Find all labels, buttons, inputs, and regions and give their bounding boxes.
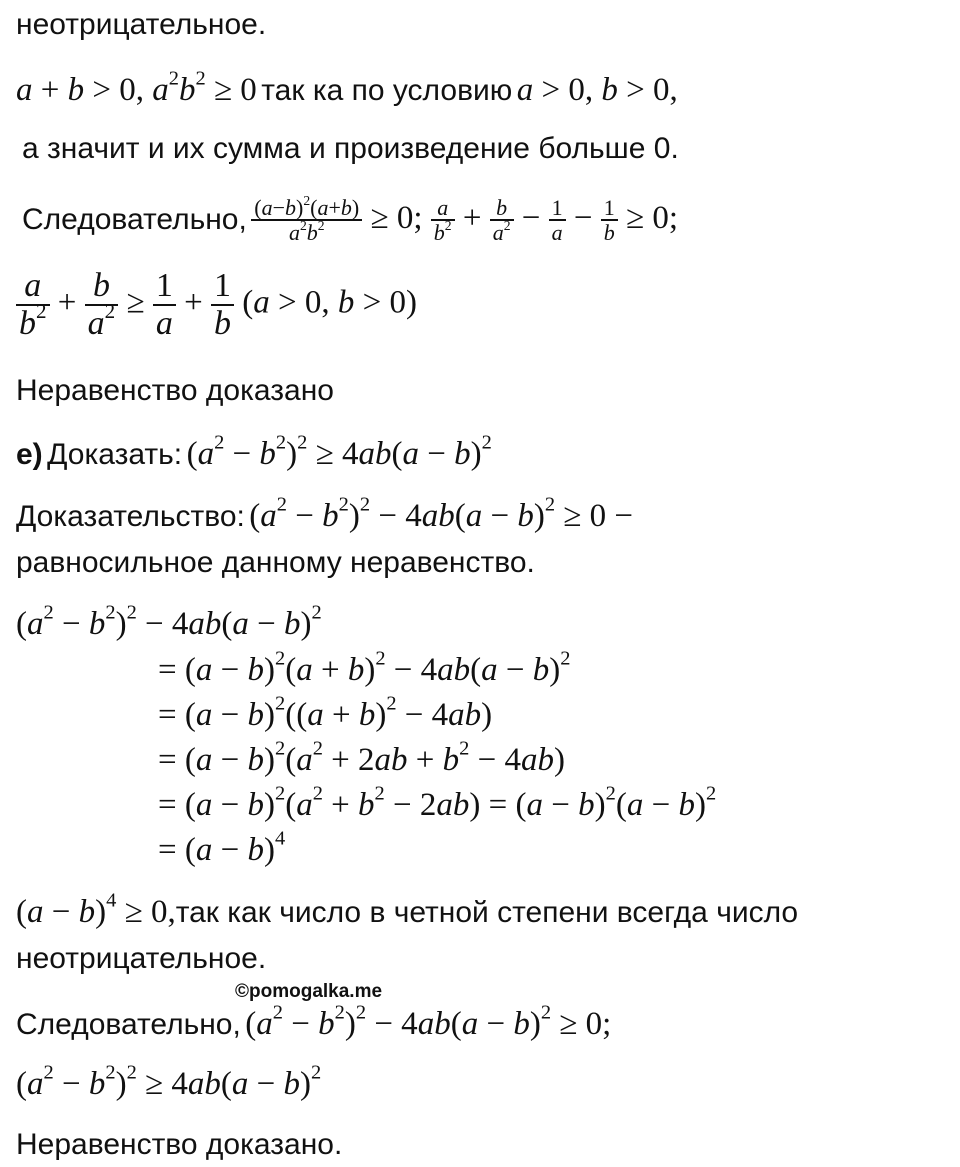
math-statement: $(a^2 - b^2)^2 \ge 4ab(a - b)^2$ bbox=[186, 431, 492, 472]
math-proof-expr: $(a^2 - b^2)^2 - 4ab(a - b)^2 \ge 0$ − bbox=[249, 493, 634, 534]
text-line-nonnegative-top: неотрицательное. bbox=[16, 8, 267, 41]
consequently-line bbox=[22, 192, 679, 246]
derivation-line-3: = $(a - b)^2(a^2 + 2ab + b^2 - 4ab)$ bbox=[158, 737, 566, 778]
condition-text: так ка по условию bbox=[261, 74, 513, 107]
watermark: ©pomogalka.me bbox=[235, 981, 383, 1002]
sum-product-line: а значит и их сумма и произведение больше 0. bbox=[22, 132, 679, 165]
math-fraction-inequality: $\frac{(a-b)^2(a+b)}{a^2b^2}$ ≥ 0; $\frac{a}{b^2}$ + $\frac{b}{a^2}$ − $\frac{1}{a}$ − $\frac{1}{b}$ ≥ 0; bbox=[251, 200, 678, 236]
derivation-line-4: = $(a - b)^2(a^2 + b^2 - 2ab) = (a - b)^2(a - b)^2$ bbox=[158, 782, 717, 823]
derivation-line-1: = $(a - b)^2(a + b)^2 - 4ab(a - b)^2$ bbox=[158, 647, 571, 688]
derivation-line-0: $(a^2 - b^2)^2 - 4ab(a - b)^2$ bbox=[16, 601, 322, 642]
derivation-line-5: = $(a - b)^4$ bbox=[158, 827, 286, 868]
math-consequently2-expr: $(a^2 - b^2)^2 - 4ab(a - b)^2 \ge 0$; bbox=[245, 1001, 612, 1042]
part-label: е) bbox=[16, 438, 43, 471]
nonnegative-text: неотрицательное. bbox=[16, 942, 267, 975]
condition-line bbox=[16, 67, 678, 108]
equivalent-text: равносильное данному неравенство. bbox=[16, 546, 535, 579]
proof-line bbox=[16, 493, 634, 534]
proved-final-text: Неравенство доказано. bbox=[16, 1128, 343, 1161]
derivation-line-2: = $(a - b)^2((a + b)^2 - 4ab)$ bbox=[158, 692, 493, 733]
proof-label: Доказательство: bbox=[16, 500, 245, 533]
math-conclusion-expr: $(a - b)^4 \ge 0$, bbox=[16, 889, 176, 930]
consequently-label: Следовательно, bbox=[22, 203, 247, 237]
math-condition-expr: a + b > 0, $a^2b^2 \ge 0$ bbox=[16, 67, 257, 108]
conclusion-text: так как число в четной степени всегда число bbox=[175, 896, 799, 929]
math-final-fraction-inequality: $\frac{a}{b^2}$ + $\frac{b}{a^2}$ ≥ $\frac{1}{a}$ + $\frac{1}{b}$ (a > 0, b > 0) bbox=[16, 268, 417, 341]
conclusion-line bbox=[16, 889, 799, 930]
proved-text: Неравенство доказано bbox=[16, 374, 334, 407]
math-condition-positive: a > 0, b > 0, bbox=[516, 72, 678, 108]
math-final-statement: $(a^2 - b^2)^2 \ge 4ab(a - b)^2$ bbox=[16, 1061, 322, 1102]
consequently2-line bbox=[16, 1001, 612, 1042]
part-e-statement bbox=[16, 431, 492, 472]
consequently2-label: Следовательно, bbox=[16, 1008, 241, 1041]
prove-label: Доказать: bbox=[47, 438, 183, 471]
